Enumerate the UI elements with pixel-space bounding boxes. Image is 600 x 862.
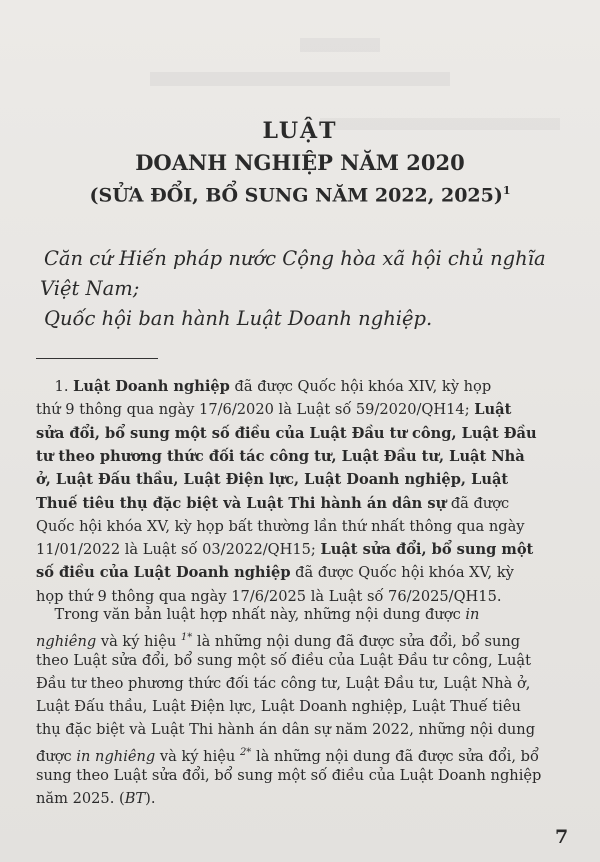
fn1-bold-text: Luật [474, 401, 512, 419]
fn2-italic: nghiêng [36, 632, 97, 650]
fn2-line-5: Luật Đấu thầu, Luật Điện lực, Luật Doanh nghiệp, Luật Thuế tiêu [36, 698, 521, 715]
fn1-line [36, 515, 566, 539]
fn2-text: là những nội dung đã được sửa đổi, bổ sung [192, 632, 521, 650]
fn1-text: họp thứ 9 thông qua ngày 17/6/2025 là Luật số 76/2025/QH15. [36, 587, 502, 605]
fn1-text: Quốc hội khóa XV, kỳ họp bất thường lần thứ nhất thông qua ngày [36, 517, 525, 535]
fn2-line-4: Đầu tư theo phương thức đối tác công tư, Luật Đầu tư, Luật Nhà ở, [36, 675, 531, 692]
page-number: 7 [555, 826, 569, 848]
fn1-bold-text: Thuế tiêu thụ đặc biệt và Luật Thi hành án dân sự [36, 494, 447, 512]
fn1-line [36, 561, 566, 585]
preamble-line-3: Quốc hội ban hành Luật Doanh nghiệp. [44, 307, 433, 330]
fn2-line-9 [36, 787, 566, 811]
amendments-text: (SỬA ĐỔI, BỔ SUNG NĂM 2022, 2025) [89, 184, 503, 207]
fn2-text: Trong văn bản luật hợp nhất này, những nội dung được [36, 606, 466, 623]
fn2-line-3: theo Luật sửa đổi, bổ sung một số điều của Luật Đầu tư công, Luật [36, 652, 531, 669]
fn2-line-6: thụ đặc biệt và Luật Thi hành án dân sự năm 2022, những nội dung [36, 721, 536, 738]
fn1-text: 11/01/2022 là Luật số 03/2022/QH15; [36, 541, 321, 559]
footnote-divider [36, 358, 158, 359]
fn2-text: được [36, 747, 77, 765]
fn1-bold-text: số điều của Luật Doanh nghiệp [36, 564, 291, 582]
fn1-bold-text: sửa đổi, bổ sung một số điều của Luật Đầu tư công, Luật Đầu [36, 424, 537, 442]
fn2-text: và ký hiệu [155, 747, 240, 765]
preamble-line-2: Việt Nam; [40, 277, 140, 300]
fn2-symbol: 1* [180, 632, 193, 643]
fn1-text: đã được Quốc hội khóa XIV, kỳ họp [229, 378, 492, 395]
fn1-bold-text: Luật sửa đổi, bổ sung một [320, 541, 534, 559]
fn1-bold-text: Luật Doanh nghiệp [73, 378, 230, 395]
preamble-line-1: Căn cứ Hiến pháp nước Cộng hòa xã hội chủ nghĩa [44, 247, 546, 270]
footnote-ref: 1 [502, 184, 511, 197]
fn2-symbol: 2* [239, 747, 252, 758]
fn2-line-1 [36, 603, 566, 627]
fn1-text: thứ 9 thông qua ngày 17/6/2020 là Luật số 59/2020/QH14; [36, 401, 475, 419]
law-title-label: LUẬT [262, 118, 338, 144]
fn2-italic: in [465, 606, 480, 623]
fn2-italic: in nghiêng [76, 747, 156, 765]
law-title-name: DOANH NGHIỆP NĂM 2020 [135, 150, 465, 175]
bleed-through-shape [150, 72, 450, 86]
fn1-line [36, 375, 566, 399]
fn1-text: 1. [36, 378, 74, 395]
fn1-line [36, 398, 566, 422]
fn2-italic: BT [124, 790, 146, 807]
fn2-text: năm 2025. ( [36, 790, 125, 807]
fn1-line [36, 445, 566, 469]
law-title-amendments [0, 184, 600, 206]
fn1-bold-text: ở, Luật Đấu thầu, Luật Điện lực, Luật Doanh nghiệp, Luật [36, 471, 509, 489]
fn2-text: và ký hiệu [96, 632, 181, 650]
fn1-line [36, 468, 566, 492]
fn1-bold-text: tư theo phương thức đối tác công tư, Luật Đầu tư, Luật Nhà [36, 447, 525, 465]
fn1-text: đã được [446, 494, 510, 512]
fn1-line [36, 422, 566, 446]
fn1-line [36, 538, 566, 562]
fn1-line [36, 492, 566, 516]
bleed-through-shape [300, 38, 380, 52]
fn2-text: ). [145, 790, 156, 807]
fn2-line-8: sung theo Luật sửa đổi, bổ sung một số điều của Luật Doanh nghiệp [36, 767, 542, 784]
fn2-text: là những nội dung đã được sửa đổi, bổ [251, 747, 539, 765]
fn1-text: đã được Quốc hội khóa XV, kỳ [290, 564, 514, 582]
